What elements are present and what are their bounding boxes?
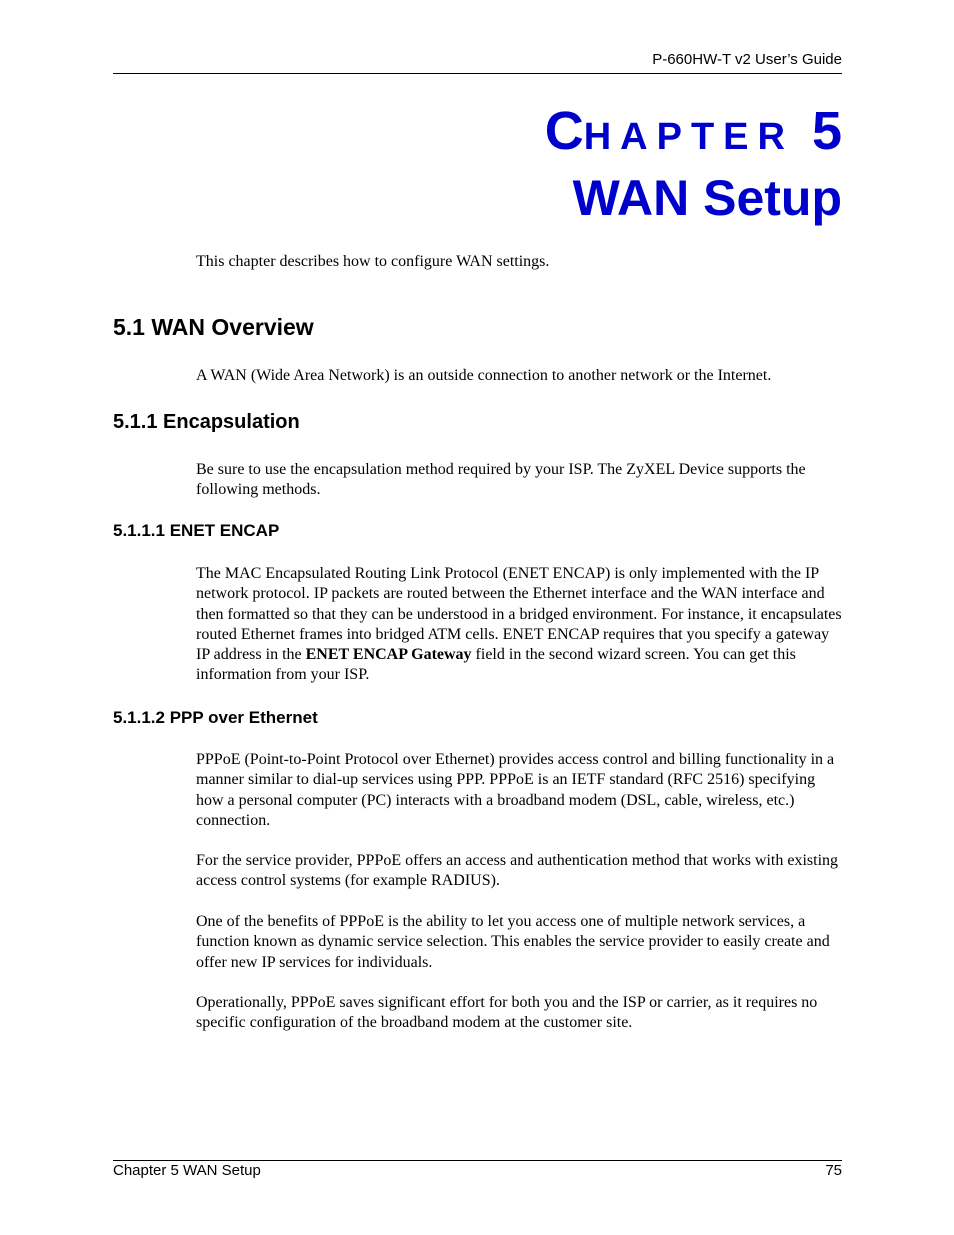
chapter-number: 5: [811, 101, 842, 161]
enet-text-after: field in the second wizard screen. You can get this information from your ISP.: [196, 646, 796, 684]
pppoe-paragraph-4: Operationally, PPPoE saves significant effort for both you and the ISP or carrier, as it requires no specific configuration of the broadband modem at the customer site.: [196, 994, 818, 1032]
section-heading-5-1-1: 5.1.1 Encapsulation: [113, 411, 300, 433]
section-heading-5-1-1-2: 5.1.1.2 PPP over Ethernet: [113, 708, 318, 727]
chapter-title: WAN Setup: [572, 170, 842, 226]
chapter-heading: [545, 96, 842, 226]
section-5-1-1-paragraph: Be sure to use the encapsulation method required by your ISP. The ZyXEL Device supports the following methods.: [196, 461, 806, 499]
chapter-label: [545, 96, 842, 172]
pppoe-paragraph-3: One of the benefits of PPPoE is the ability to let you access one of multiple network services, a function known as dynamic service selection. This enables the service provider to easily create and offer new IP services for individuals.: [196, 913, 830, 971]
intro-paragraph: This chapter describes how to configure WAN settings.: [196, 253, 550, 270]
section-5-1-paragraph: A WAN (Wide Area Network) is an outside connection to another network or the Internet.: [196, 367, 772, 384]
chapter-label-initial: C: [544, 101, 584, 161]
pppoe-paragraph-1: PPPoE (Point-to-Point Protocol over Ethernet) provides access control and billing functionality in a manner similar to dial-up services using PPP. PPPoE is an IETF standard (RFC 2516) specifying how a personal computer (PC) interacts with a broadband modem (DSL, cable, wireless, etc.) connection.: [196, 751, 835, 829]
header-rule: [113, 73, 842, 74]
footer-page-number: 75: [825, 1162, 842, 1179]
chapter-label-rest: HAPTER: [583, 116, 794, 158]
pppoe-paragraph-2: For the service provider, PPPoE offers an access and authentication method that works with existing access control systems (for example RADIUS).: [196, 852, 839, 890]
running-header: P-660HW-T v2 User’s Guide: [652, 51, 842, 68]
footer-rule: [113, 1160, 842, 1161]
section-heading-5-1: 5.1 WAN Overview: [113, 314, 314, 340]
section-heading-5-1-1-1: 5.1.1.1 ENET ENCAP: [113, 521, 280, 540]
footer-chapter-name: Chapter 5 WAN Setup: [113, 1162, 261, 1179]
enet-text-before: The MAC Encapsulated Routing Link Protocol (ENET ENCAP) is only implemented with the IP network protocol. IP packets are routed between the Ethernet interface and the WAN interface and then formatted so that they can be understood in a bridged environment. For instance, it encapsulates routed Ethernet frames into bridged ATM cells. ENET ENCAP requires that you specify a gateway IP address in the: [196, 565, 842, 664]
enet-gateway-field-name: ENET ENCAP Gateway: [305, 646, 472, 664]
section-5-1-1-1-paragraph: [196, 564, 846, 686]
